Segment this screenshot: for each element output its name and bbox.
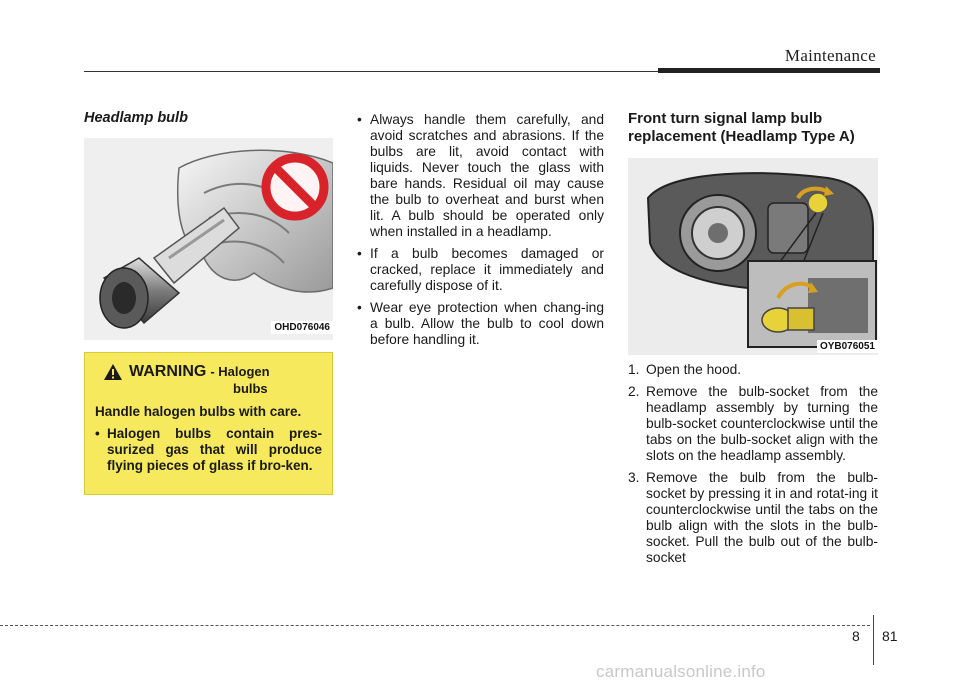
header-title: Maintenance	[784, 46, 876, 65]
footer-rule	[0, 625, 870, 626]
page-number: 81	[882, 628, 898, 644]
warning-bullet: • Halogen bulbs contain pres-surized gas that will produce flying pieces of glass if bro-ken.	[95, 426, 322, 473]
list-item: 2. Remove the bulb-socket from the headlamp assembly by turning the bulb-socket counterclockwise until the tabs on the bulb-socket align with the slots on the headlamp assembly.	[628, 384, 878, 463]
warning-subtitle: - Halogen	[210, 364, 270, 379]
footer-divider	[873, 615, 874, 665]
list-item: • Always handle them carefully, and avoid scratches and abrasions. If the bulbs are lit, avoid contact with liquids. Never touch the glass with bare hands. Residual oil may cause the bulb to overheat and burst when lit. A bulb should be operated only when installed in a headlamp.	[357, 112, 604, 239]
list-item: 3. Remove the bulb from the bulb-socket by pressing it in and rotat-ing it counterclockwise until the tabs on the bulb align with the slots in the bulb-socket. Pull the bulb out of the bulb-socket	[628, 470, 878, 565]
illustration-halogen-bulb	[84, 138, 333, 340]
illustration-headlamp-assembly	[628, 158, 878, 355]
warning-label: WARNING	[129, 363, 207, 380]
list-item: 1. Open the hood.	[628, 362, 742, 377]
section-title-headlamp-bulb: Headlamp bulb	[84, 110, 188, 126]
image-code: OHD076046	[271, 321, 333, 334]
chapter-number: 8	[852, 628, 860, 644]
handling-precautions	[357, 112, 604, 354]
warning-triangle-icon	[103, 363, 123, 381]
list-item: • If a bulb becomes damaged or cracked, replace it immediately and carefully dispose of it.	[357, 246, 604, 293]
warning-intro: Handle halogen bulbs with care.	[95, 404, 302, 419]
header-rule-accent	[658, 68, 880, 73]
warning-subtitle-cont: bulbs	[233, 381, 268, 396]
prohibition-icon	[260, 152, 330, 222]
replacement-steps	[628, 362, 878, 572]
list-item: • Wear eye protection when chang-ing a bulb. Allow the bulb to cool down before handling it.	[357, 300, 604, 347]
watermark: carmanualsonline.info	[596, 662, 766, 681]
warning-box	[84, 352, 333, 495]
section-title-turn-signal: Front turn signal lamp bulb replacement (Headlamp Type A)	[628, 110, 855, 145]
headlamp-assembly-illustration	[628, 158, 878, 355]
warning-bullet-text: Halogen bulbs contain pres-surized gas that will produce flying pieces of glass if bro-ken.	[107, 426, 322, 473]
image-code: OYB076051	[817, 340, 878, 353]
